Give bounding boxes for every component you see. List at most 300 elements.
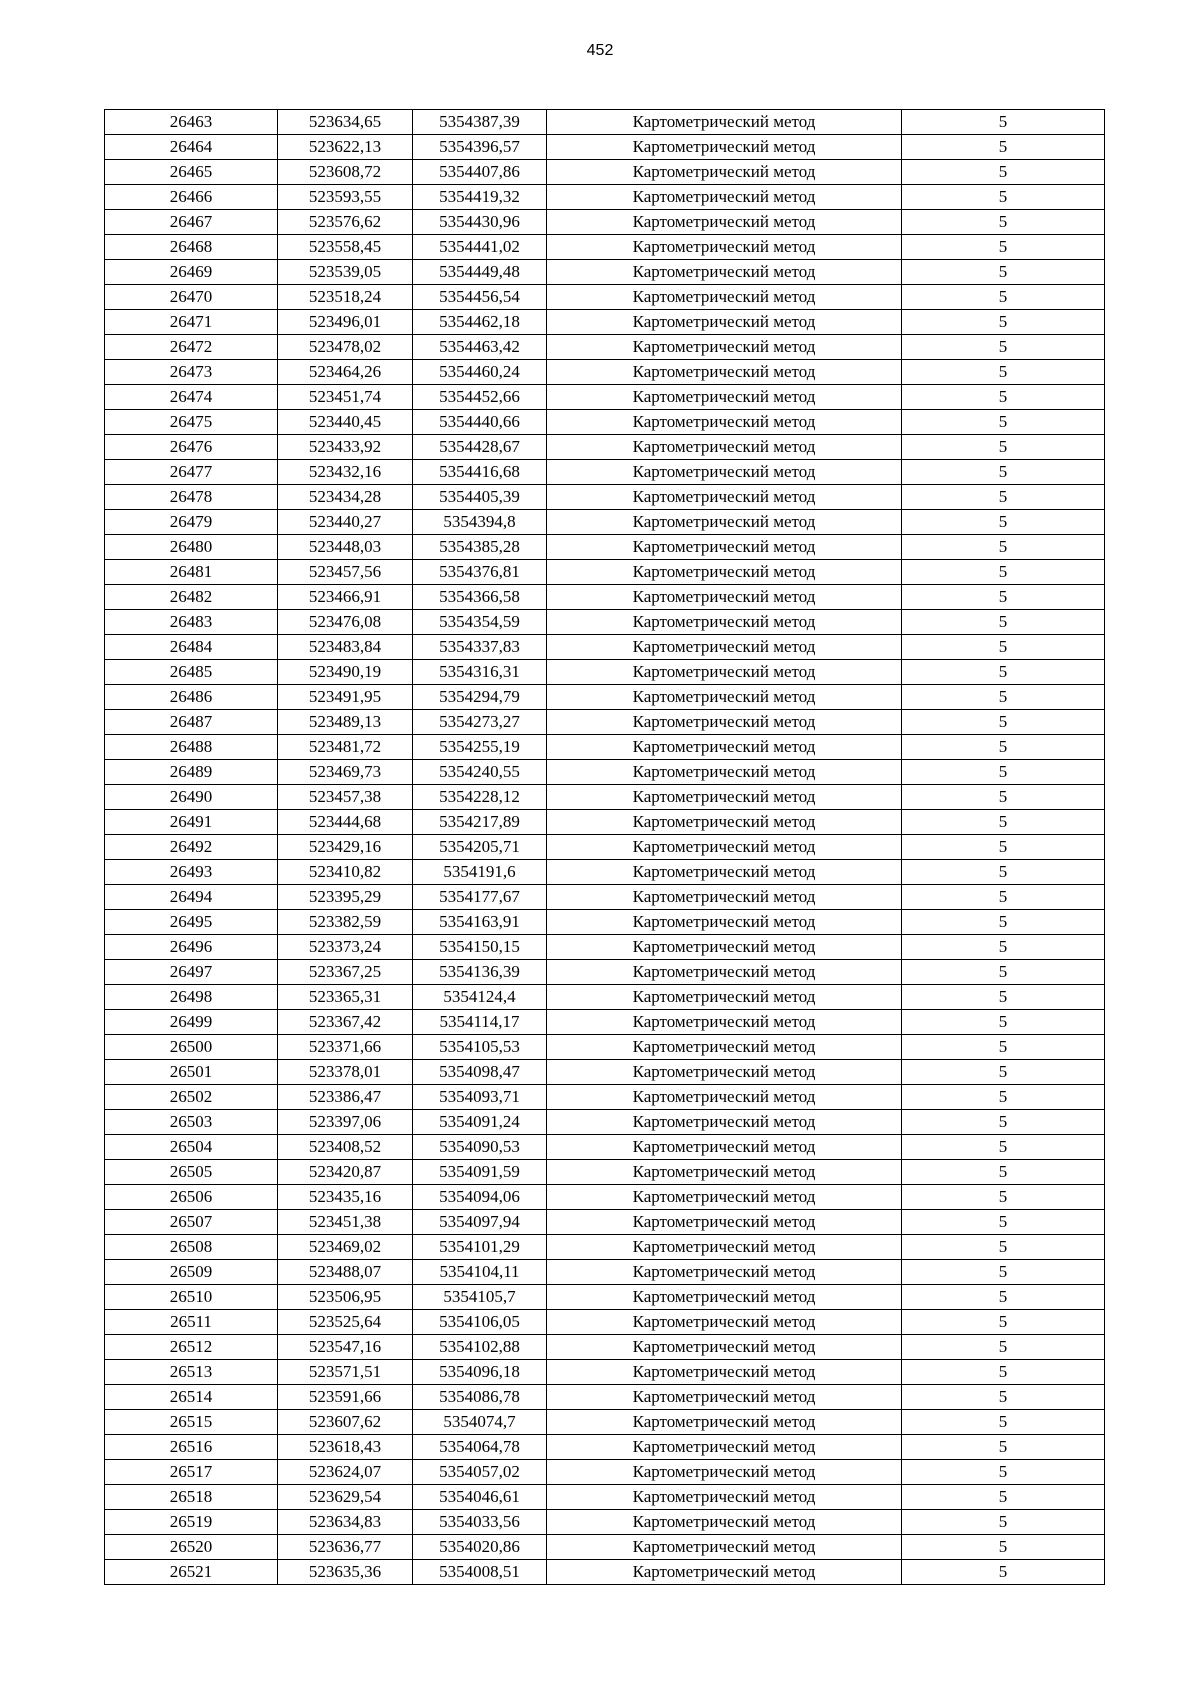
y-coordinate-cell: 5354376,81 bbox=[413, 560, 547, 585]
method-cell: Картометрический метод bbox=[547, 210, 902, 235]
y-coordinate-cell: 5354097,94 bbox=[413, 1210, 547, 1235]
method-cell: Картометрический метод bbox=[547, 735, 902, 760]
table-row bbox=[105, 660, 1105, 685]
y-coordinate-cell: 5354440,66 bbox=[413, 410, 547, 435]
method-cell: Картометрический метод bbox=[547, 585, 902, 610]
table-row bbox=[105, 210, 1105, 235]
method-cell: Картометрический метод bbox=[547, 960, 902, 985]
point-number-cell: 26492 bbox=[105, 835, 278, 860]
y-coordinate-cell: 5354057,02 bbox=[413, 1460, 547, 1485]
point-number-cell: 26481 bbox=[105, 560, 278, 585]
table-row bbox=[105, 960, 1105, 985]
y-coordinate-cell: 5354086,78 bbox=[413, 1385, 547, 1410]
method-cell: Картометрический метод bbox=[547, 760, 902, 785]
accuracy-cell: 5 bbox=[902, 1385, 1105, 1410]
y-coordinate-cell: 5354102,88 bbox=[413, 1335, 547, 1360]
table-row bbox=[105, 485, 1105, 510]
accuracy-cell: 5 bbox=[902, 1210, 1105, 1235]
table-row bbox=[105, 1435, 1105, 1460]
method-cell: Картометрический метод bbox=[547, 1235, 902, 1260]
table-row bbox=[105, 1485, 1105, 1510]
table-row bbox=[105, 1410, 1105, 1435]
x-coordinate-cell: 523434,28 bbox=[278, 485, 413, 510]
y-coordinate-cell: 5354205,71 bbox=[413, 835, 547, 860]
method-cell: Картометрический метод bbox=[547, 335, 902, 360]
accuracy-cell: 5 bbox=[902, 1260, 1105, 1285]
point-number-cell: 26506 bbox=[105, 1185, 278, 1210]
accuracy-cell: 5 bbox=[902, 1035, 1105, 1060]
accuracy-cell: 5 bbox=[902, 1285, 1105, 1310]
y-coordinate-cell: 5354428,67 bbox=[413, 435, 547, 460]
x-coordinate-cell: 523371,66 bbox=[278, 1035, 413, 1060]
y-coordinate-cell: 5354255,19 bbox=[413, 735, 547, 760]
table-row bbox=[105, 810, 1105, 835]
x-coordinate-cell: 523591,66 bbox=[278, 1385, 413, 1410]
accuracy-cell: 5 bbox=[902, 710, 1105, 735]
accuracy-cell: 5 bbox=[902, 660, 1105, 685]
method-cell: Картометрический метод bbox=[547, 1510, 902, 1535]
table-row bbox=[105, 1360, 1105, 1385]
accuracy-cell: 5 bbox=[902, 410, 1105, 435]
method-cell: Картометрический метод bbox=[547, 810, 902, 835]
table-row bbox=[105, 835, 1105, 860]
point-number-cell: 26503 bbox=[105, 1110, 278, 1135]
method-cell: Картометрический метод bbox=[547, 1535, 902, 1560]
point-number-cell: 26515 bbox=[105, 1410, 278, 1435]
y-coordinate-cell: 5354090,53 bbox=[413, 1135, 547, 1160]
y-coordinate-cell: 5354387,39 bbox=[413, 110, 547, 135]
y-coordinate-cell: 5354096,18 bbox=[413, 1360, 547, 1385]
x-coordinate-cell: 523440,27 bbox=[278, 510, 413, 535]
point-number-cell: 26505 bbox=[105, 1160, 278, 1185]
method-cell: Картометрический метод bbox=[547, 1385, 902, 1410]
y-coordinate-cell: 5354430,96 bbox=[413, 210, 547, 235]
method-cell: Картометрический метод bbox=[547, 1110, 902, 1135]
method-cell: Картометрический метод bbox=[547, 310, 902, 335]
method-cell: Картометрический метод bbox=[547, 360, 902, 385]
method-cell: Картометрический метод bbox=[547, 1560, 902, 1585]
accuracy-cell: 5 bbox=[902, 535, 1105, 560]
method-cell: Картометрический метод bbox=[547, 635, 902, 660]
point-number-cell: 26490 bbox=[105, 785, 278, 810]
x-coordinate-cell: 523373,24 bbox=[278, 935, 413, 960]
method-cell: Картометрический метод bbox=[547, 785, 902, 810]
point-number-cell: 26484 bbox=[105, 635, 278, 660]
point-number-cell: 26512 bbox=[105, 1335, 278, 1360]
accuracy-cell: 5 bbox=[902, 1360, 1105, 1385]
accuracy-cell: 5 bbox=[902, 260, 1105, 285]
y-coordinate-cell: 5354150,15 bbox=[413, 935, 547, 960]
point-number-cell: 26468 bbox=[105, 235, 278, 260]
x-coordinate-cell: 523432,16 bbox=[278, 460, 413, 485]
point-number-cell: 26476 bbox=[105, 435, 278, 460]
point-number-cell: 26466 bbox=[105, 185, 278, 210]
table-row bbox=[105, 635, 1105, 660]
method-cell: Картометрический метод bbox=[547, 1060, 902, 1085]
table-row bbox=[105, 1535, 1105, 1560]
table-row bbox=[105, 360, 1105, 385]
table-row bbox=[105, 1335, 1105, 1360]
accuracy-cell: 5 bbox=[902, 635, 1105, 660]
point-number-cell: 26486 bbox=[105, 685, 278, 710]
x-coordinate-cell: 523488,07 bbox=[278, 1260, 413, 1285]
method-cell: Картометрический метод bbox=[547, 710, 902, 735]
table-row bbox=[105, 885, 1105, 910]
x-coordinate-cell: 523506,95 bbox=[278, 1285, 413, 1310]
y-coordinate-cell: 5354091,24 bbox=[413, 1110, 547, 1135]
x-coordinate-cell: 523410,82 bbox=[278, 860, 413, 885]
y-coordinate-cell: 5354294,79 bbox=[413, 685, 547, 710]
x-coordinate-cell: 523444,68 bbox=[278, 810, 413, 835]
method-cell: Картометрический метод bbox=[547, 1310, 902, 1335]
point-number-cell: 26500 bbox=[105, 1035, 278, 1060]
y-coordinate-cell: 5354416,68 bbox=[413, 460, 547, 485]
point-number-cell: 26491 bbox=[105, 810, 278, 835]
x-coordinate-cell: 523382,59 bbox=[278, 910, 413, 935]
table-row bbox=[105, 1510, 1105, 1535]
method-cell: Картометрический метод bbox=[547, 935, 902, 960]
table-row bbox=[105, 760, 1105, 785]
point-number-cell: 26516 bbox=[105, 1435, 278, 1460]
accuracy-cell: 5 bbox=[902, 935, 1105, 960]
accuracy-cell: 5 bbox=[902, 160, 1105, 185]
point-number-cell: 26472 bbox=[105, 335, 278, 360]
point-number-cell: 26494 bbox=[105, 885, 278, 910]
y-coordinate-cell: 5354394,8 bbox=[413, 510, 547, 535]
accuracy-cell: 5 bbox=[902, 810, 1105, 835]
y-coordinate-cell: 5354396,57 bbox=[413, 135, 547, 160]
table-row bbox=[105, 510, 1105, 535]
table-row bbox=[105, 1010, 1105, 1035]
table-row bbox=[105, 585, 1105, 610]
accuracy-cell: 5 bbox=[902, 310, 1105, 335]
y-coordinate-cell: 5354217,89 bbox=[413, 810, 547, 835]
table-row bbox=[105, 310, 1105, 335]
table-row bbox=[105, 560, 1105, 585]
point-number-cell: 26511 bbox=[105, 1310, 278, 1335]
table-row bbox=[105, 1135, 1105, 1160]
method-cell: Картометрический метод bbox=[547, 235, 902, 260]
coordinates-table bbox=[104, 109, 1105, 1585]
x-coordinate-cell: 523469,02 bbox=[278, 1235, 413, 1260]
method-cell: Картометрический метод bbox=[547, 285, 902, 310]
method-cell: Картометрический метод bbox=[547, 610, 902, 635]
method-cell: Картометрический метод bbox=[547, 1335, 902, 1360]
method-cell: Картометрический метод bbox=[547, 510, 902, 535]
x-coordinate-cell: 523622,13 bbox=[278, 135, 413, 160]
y-coordinate-cell: 5354104,11 bbox=[413, 1260, 547, 1285]
point-number-cell: 26509 bbox=[105, 1260, 278, 1285]
point-number-cell: 26493 bbox=[105, 860, 278, 885]
method-cell: Картометрический метод bbox=[547, 560, 902, 585]
table-row bbox=[105, 1060, 1105, 1085]
x-coordinate-cell: 523435,16 bbox=[278, 1185, 413, 1210]
point-number-cell: 26499 bbox=[105, 1010, 278, 1035]
y-coordinate-cell: 5354228,12 bbox=[413, 785, 547, 810]
y-coordinate-cell: 5354101,29 bbox=[413, 1235, 547, 1260]
y-coordinate-cell: 5354094,06 bbox=[413, 1185, 547, 1210]
point-number-cell: 26519 bbox=[105, 1510, 278, 1535]
point-number-cell: 26521 bbox=[105, 1560, 278, 1585]
x-coordinate-cell: 523629,54 bbox=[278, 1485, 413, 1510]
x-coordinate-cell: 523395,29 bbox=[278, 885, 413, 910]
x-coordinate-cell: 523491,95 bbox=[278, 685, 413, 710]
table-row bbox=[105, 610, 1105, 635]
x-coordinate-cell: 523518,24 bbox=[278, 285, 413, 310]
y-coordinate-cell: 5354316,31 bbox=[413, 660, 547, 685]
y-coordinate-cell: 5354098,47 bbox=[413, 1060, 547, 1085]
point-number-cell: 26474 bbox=[105, 385, 278, 410]
accuracy-cell: 5 bbox=[902, 135, 1105, 160]
method-cell: Картометрический метод bbox=[547, 435, 902, 460]
accuracy-cell: 5 bbox=[902, 1160, 1105, 1185]
table-row bbox=[105, 435, 1105, 460]
accuracy-cell: 5 bbox=[902, 1510, 1105, 1535]
y-coordinate-cell: 5354105,53 bbox=[413, 1035, 547, 1060]
y-coordinate-cell: 5354020,86 bbox=[413, 1535, 547, 1560]
point-number-cell: 26502 bbox=[105, 1085, 278, 1110]
y-coordinate-cell: 5354091,59 bbox=[413, 1160, 547, 1185]
x-coordinate-cell: 523448,03 bbox=[278, 535, 413, 560]
point-number-cell: 26510 bbox=[105, 1285, 278, 1310]
page-number: 452 bbox=[586, 42, 614, 59]
x-coordinate-cell: 523466,91 bbox=[278, 585, 413, 610]
accuracy-cell: 5 bbox=[902, 760, 1105, 785]
accuracy-cell: 5 bbox=[902, 1185, 1105, 1210]
x-coordinate-cell: 523451,74 bbox=[278, 385, 413, 410]
point-number-cell: 26501 bbox=[105, 1060, 278, 1085]
accuracy-cell: 5 bbox=[902, 1235, 1105, 1260]
y-coordinate-cell: 5354366,58 bbox=[413, 585, 547, 610]
method-cell: Картометрический метод bbox=[547, 1135, 902, 1160]
y-coordinate-cell: 5354163,91 bbox=[413, 910, 547, 935]
accuracy-cell: 5 bbox=[902, 1560, 1105, 1585]
table-row bbox=[105, 1160, 1105, 1185]
table-row bbox=[105, 335, 1105, 360]
y-coordinate-cell: 5354124,4 bbox=[413, 985, 547, 1010]
accuracy-cell: 5 bbox=[902, 510, 1105, 535]
accuracy-cell: 5 bbox=[902, 210, 1105, 235]
x-coordinate-cell: 523457,38 bbox=[278, 785, 413, 810]
method-cell: Картометрический метод bbox=[547, 460, 902, 485]
point-number-cell: 26513 bbox=[105, 1360, 278, 1385]
method-cell: Картометрический метод bbox=[547, 410, 902, 435]
table-row bbox=[105, 1260, 1105, 1285]
table-row bbox=[105, 685, 1105, 710]
accuracy-cell: 5 bbox=[902, 385, 1105, 410]
point-number-cell: 26497 bbox=[105, 960, 278, 985]
method-cell: Картометрический метод bbox=[547, 1210, 902, 1235]
table-row bbox=[105, 1110, 1105, 1135]
x-coordinate-cell: 523429,16 bbox=[278, 835, 413, 860]
method-cell: Картометрический метод bbox=[547, 1185, 902, 1210]
x-coordinate-cell: 523476,08 bbox=[278, 610, 413, 635]
y-coordinate-cell: 5354191,6 bbox=[413, 860, 547, 885]
method-cell: Картометрический метод bbox=[547, 160, 902, 185]
accuracy-cell: 5 bbox=[902, 1310, 1105, 1335]
x-coordinate-cell: 523618,43 bbox=[278, 1435, 413, 1460]
table-row bbox=[105, 1210, 1105, 1235]
point-number-cell: 26507 bbox=[105, 1210, 278, 1235]
point-number-cell: 26464 bbox=[105, 135, 278, 160]
accuracy-cell: 5 bbox=[902, 1435, 1105, 1460]
x-coordinate-cell: 523481,72 bbox=[278, 735, 413, 760]
y-coordinate-cell: 5354419,32 bbox=[413, 185, 547, 210]
table-row bbox=[105, 535, 1105, 560]
accuracy-cell: 5 bbox=[902, 735, 1105, 760]
x-coordinate-cell: 523607,62 bbox=[278, 1410, 413, 1435]
x-coordinate-cell: 523593,55 bbox=[278, 185, 413, 210]
point-number-cell: 26463 bbox=[105, 110, 278, 135]
y-coordinate-cell: 5354441,02 bbox=[413, 235, 547, 260]
y-coordinate-cell: 5354093,71 bbox=[413, 1085, 547, 1110]
point-number-cell: 26495 bbox=[105, 910, 278, 935]
x-coordinate-cell: 523624,07 bbox=[278, 1460, 413, 1485]
accuracy-cell: 5 bbox=[902, 285, 1105, 310]
x-coordinate-cell: 523440,45 bbox=[278, 410, 413, 435]
y-coordinate-cell: 5354463,42 bbox=[413, 335, 547, 360]
point-number-cell: 26487 bbox=[105, 710, 278, 735]
x-coordinate-cell: 523457,56 bbox=[278, 560, 413, 585]
y-coordinate-cell: 5354462,18 bbox=[413, 310, 547, 335]
y-coordinate-cell: 5354273,27 bbox=[413, 710, 547, 735]
method-cell: Картометрический метод bbox=[547, 835, 902, 860]
x-coordinate-cell: 523525,64 bbox=[278, 1310, 413, 1335]
accuracy-cell: 5 bbox=[902, 485, 1105, 510]
method-cell: Картометрический метод bbox=[547, 110, 902, 135]
method-cell: Картометрический метод bbox=[547, 1285, 902, 1310]
table-row bbox=[105, 985, 1105, 1010]
y-coordinate-cell: 5354064,78 bbox=[413, 1435, 547, 1460]
point-number-cell: 26488 bbox=[105, 735, 278, 760]
method-cell: Картометрический метод bbox=[547, 185, 902, 210]
point-number-cell: 26518 bbox=[105, 1485, 278, 1510]
table-row bbox=[105, 735, 1105, 760]
accuracy-cell: 5 bbox=[902, 1460, 1105, 1485]
y-coordinate-cell: 5354354,59 bbox=[413, 610, 547, 635]
table-row bbox=[105, 1385, 1105, 1410]
y-coordinate-cell: 5354008,51 bbox=[413, 1560, 547, 1585]
method-cell: Картометрический метод bbox=[547, 1435, 902, 1460]
accuracy-cell: 5 bbox=[902, 360, 1105, 385]
accuracy-cell: 5 bbox=[902, 1335, 1105, 1360]
y-coordinate-cell: 5354136,39 bbox=[413, 960, 547, 985]
y-coordinate-cell: 5354074,7 bbox=[413, 1410, 547, 1435]
method-cell: Картометрический метод bbox=[547, 1485, 902, 1510]
y-coordinate-cell: 5354385,28 bbox=[413, 535, 547, 560]
accuracy-cell: 5 bbox=[902, 1135, 1105, 1160]
table-row bbox=[105, 1560, 1105, 1585]
y-coordinate-cell: 5354114,17 bbox=[413, 1010, 547, 1035]
point-number-cell: 26485 bbox=[105, 660, 278, 685]
table-row bbox=[105, 785, 1105, 810]
table-row bbox=[105, 185, 1105, 210]
x-coordinate-cell: 523539,05 bbox=[278, 260, 413, 285]
accuracy-cell: 5 bbox=[902, 785, 1105, 810]
x-coordinate-cell: 523496,01 bbox=[278, 310, 413, 335]
method-cell: Картометрический метод bbox=[547, 1160, 902, 1185]
x-coordinate-cell: 523483,84 bbox=[278, 635, 413, 660]
table-row bbox=[105, 860, 1105, 885]
point-number-cell: 26496 bbox=[105, 935, 278, 960]
accuracy-cell: 5 bbox=[902, 110, 1105, 135]
point-number-cell: 26508 bbox=[105, 1235, 278, 1260]
method-cell: Картометрический метод bbox=[547, 385, 902, 410]
y-coordinate-cell: 5354106,05 bbox=[413, 1310, 547, 1335]
table-row bbox=[105, 1035, 1105, 1060]
x-coordinate-cell: 523464,26 bbox=[278, 360, 413, 385]
table-row bbox=[105, 110, 1105, 135]
method-cell: Картометрический метод bbox=[547, 985, 902, 1010]
y-coordinate-cell: 5354033,56 bbox=[413, 1510, 547, 1535]
y-coordinate-cell: 5354460,24 bbox=[413, 360, 547, 385]
point-number-cell: 26469 bbox=[105, 260, 278, 285]
table-row bbox=[105, 910, 1105, 935]
x-coordinate-cell: 523576,62 bbox=[278, 210, 413, 235]
accuracy-cell: 5 bbox=[902, 1410, 1105, 1435]
accuracy-cell: 5 bbox=[902, 1535, 1105, 1560]
point-number-cell: 26483 bbox=[105, 610, 278, 635]
table-row bbox=[105, 235, 1105, 260]
accuracy-cell: 5 bbox=[902, 1010, 1105, 1035]
accuracy-cell: 5 bbox=[902, 560, 1105, 585]
x-coordinate-cell: 523408,52 bbox=[278, 1135, 413, 1160]
y-coordinate-cell: 5354405,39 bbox=[413, 485, 547, 510]
y-coordinate-cell: 5354177,67 bbox=[413, 885, 547, 910]
method-cell: Картометрический метод bbox=[547, 260, 902, 285]
point-number-cell: 26470 bbox=[105, 285, 278, 310]
accuracy-cell: 5 bbox=[902, 685, 1105, 710]
method-cell: Картометрический метод bbox=[547, 660, 902, 685]
method-cell: Картометрический метод bbox=[547, 1085, 902, 1110]
x-coordinate-cell: 523378,01 bbox=[278, 1060, 413, 1085]
method-cell: Картометрический метод bbox=[547, 1260, 902, 1285]
coordinates-table-body bbox=[105, 110, 1105, 1585]
method-cell: Картометрический метод bbox=[547, 1410, 902, 1435]
table-row bbox=[105, 260, 1105, 285]
accuracy-cell: 5 bbox=[902, 1060, 1105, 1085]
accuracy-cell: 5 bbox=[902, 1085, 1105, 1110]
table-row bbox=[105, 460, 1105, 485]
method-cell: Картометрический метод bbox=[547, 685, 902, 710]
point-number-cell: 26514 bbox=[105, 1385, 278, 1410]
x-coordinate-cell: 523490,19 bbox=[278, 660, 413, 685]
accuracy-cell: 5 bbox=[902, 585, 1105, 610]
accuracy-cell: 5 bbox=[902, 335, 1105, 360]
accuracy-cell: 5 bbox=[902, 435, 1105, 460]
accuracy-cell: 5 bbox=[902, 185, 1105, 210]
accuracy-cell: 5 bbox=[902, 910, 1105, 935]
x-coordinate-cell: 523571,51 bbox=[278, 1360, 413, 1385]
x-coordinate-cell: 523386,47 bbox=[278, 1085, 413, 1110]
method-cell: Картометрический метод bbox=[547, 1010, 902, 1035]
method-cell: Картометрический метод bbox=[547, 535, 902, 560]
point-number-cell: 26471 bbox=[105, 310, 278, 335]
x-coordinate-cell: 523451,38 bbox=[278, 1210, 413, 1235]
y-coordinate-cell: 5354449,48 bbox=[413, 260, 547, 285]
x-coordinate-cell: 523634,65 bbox=[278, 110, 413, 135]
y-coordinate-cell: 5354456,54 bbox=[413, 285, 547, 310]
x-coordinate-cell: 523478,02 bbox=[278, 335, 413, 360]
table-row bbox=[105, 1085, 1105, 1110]
point-number-cell: 26482 bbox=[105, 585, 278, 610]
accuracy-cell: 5 bbox=[902, 610, 1105, 635]
table-row bbox=[105, 410, 1105, 435]
point-number-cell: 26498 bbox=[105, 985, 278, 1010]
point-number-cell: 26489 bbox=[105, 760, 278, 785]
y-coordinate-cell: 5354240,55 bbox=[413, 760, 547, 785]
accuracy-cell: 5 bbox=[902, 960, 1105, 985]
